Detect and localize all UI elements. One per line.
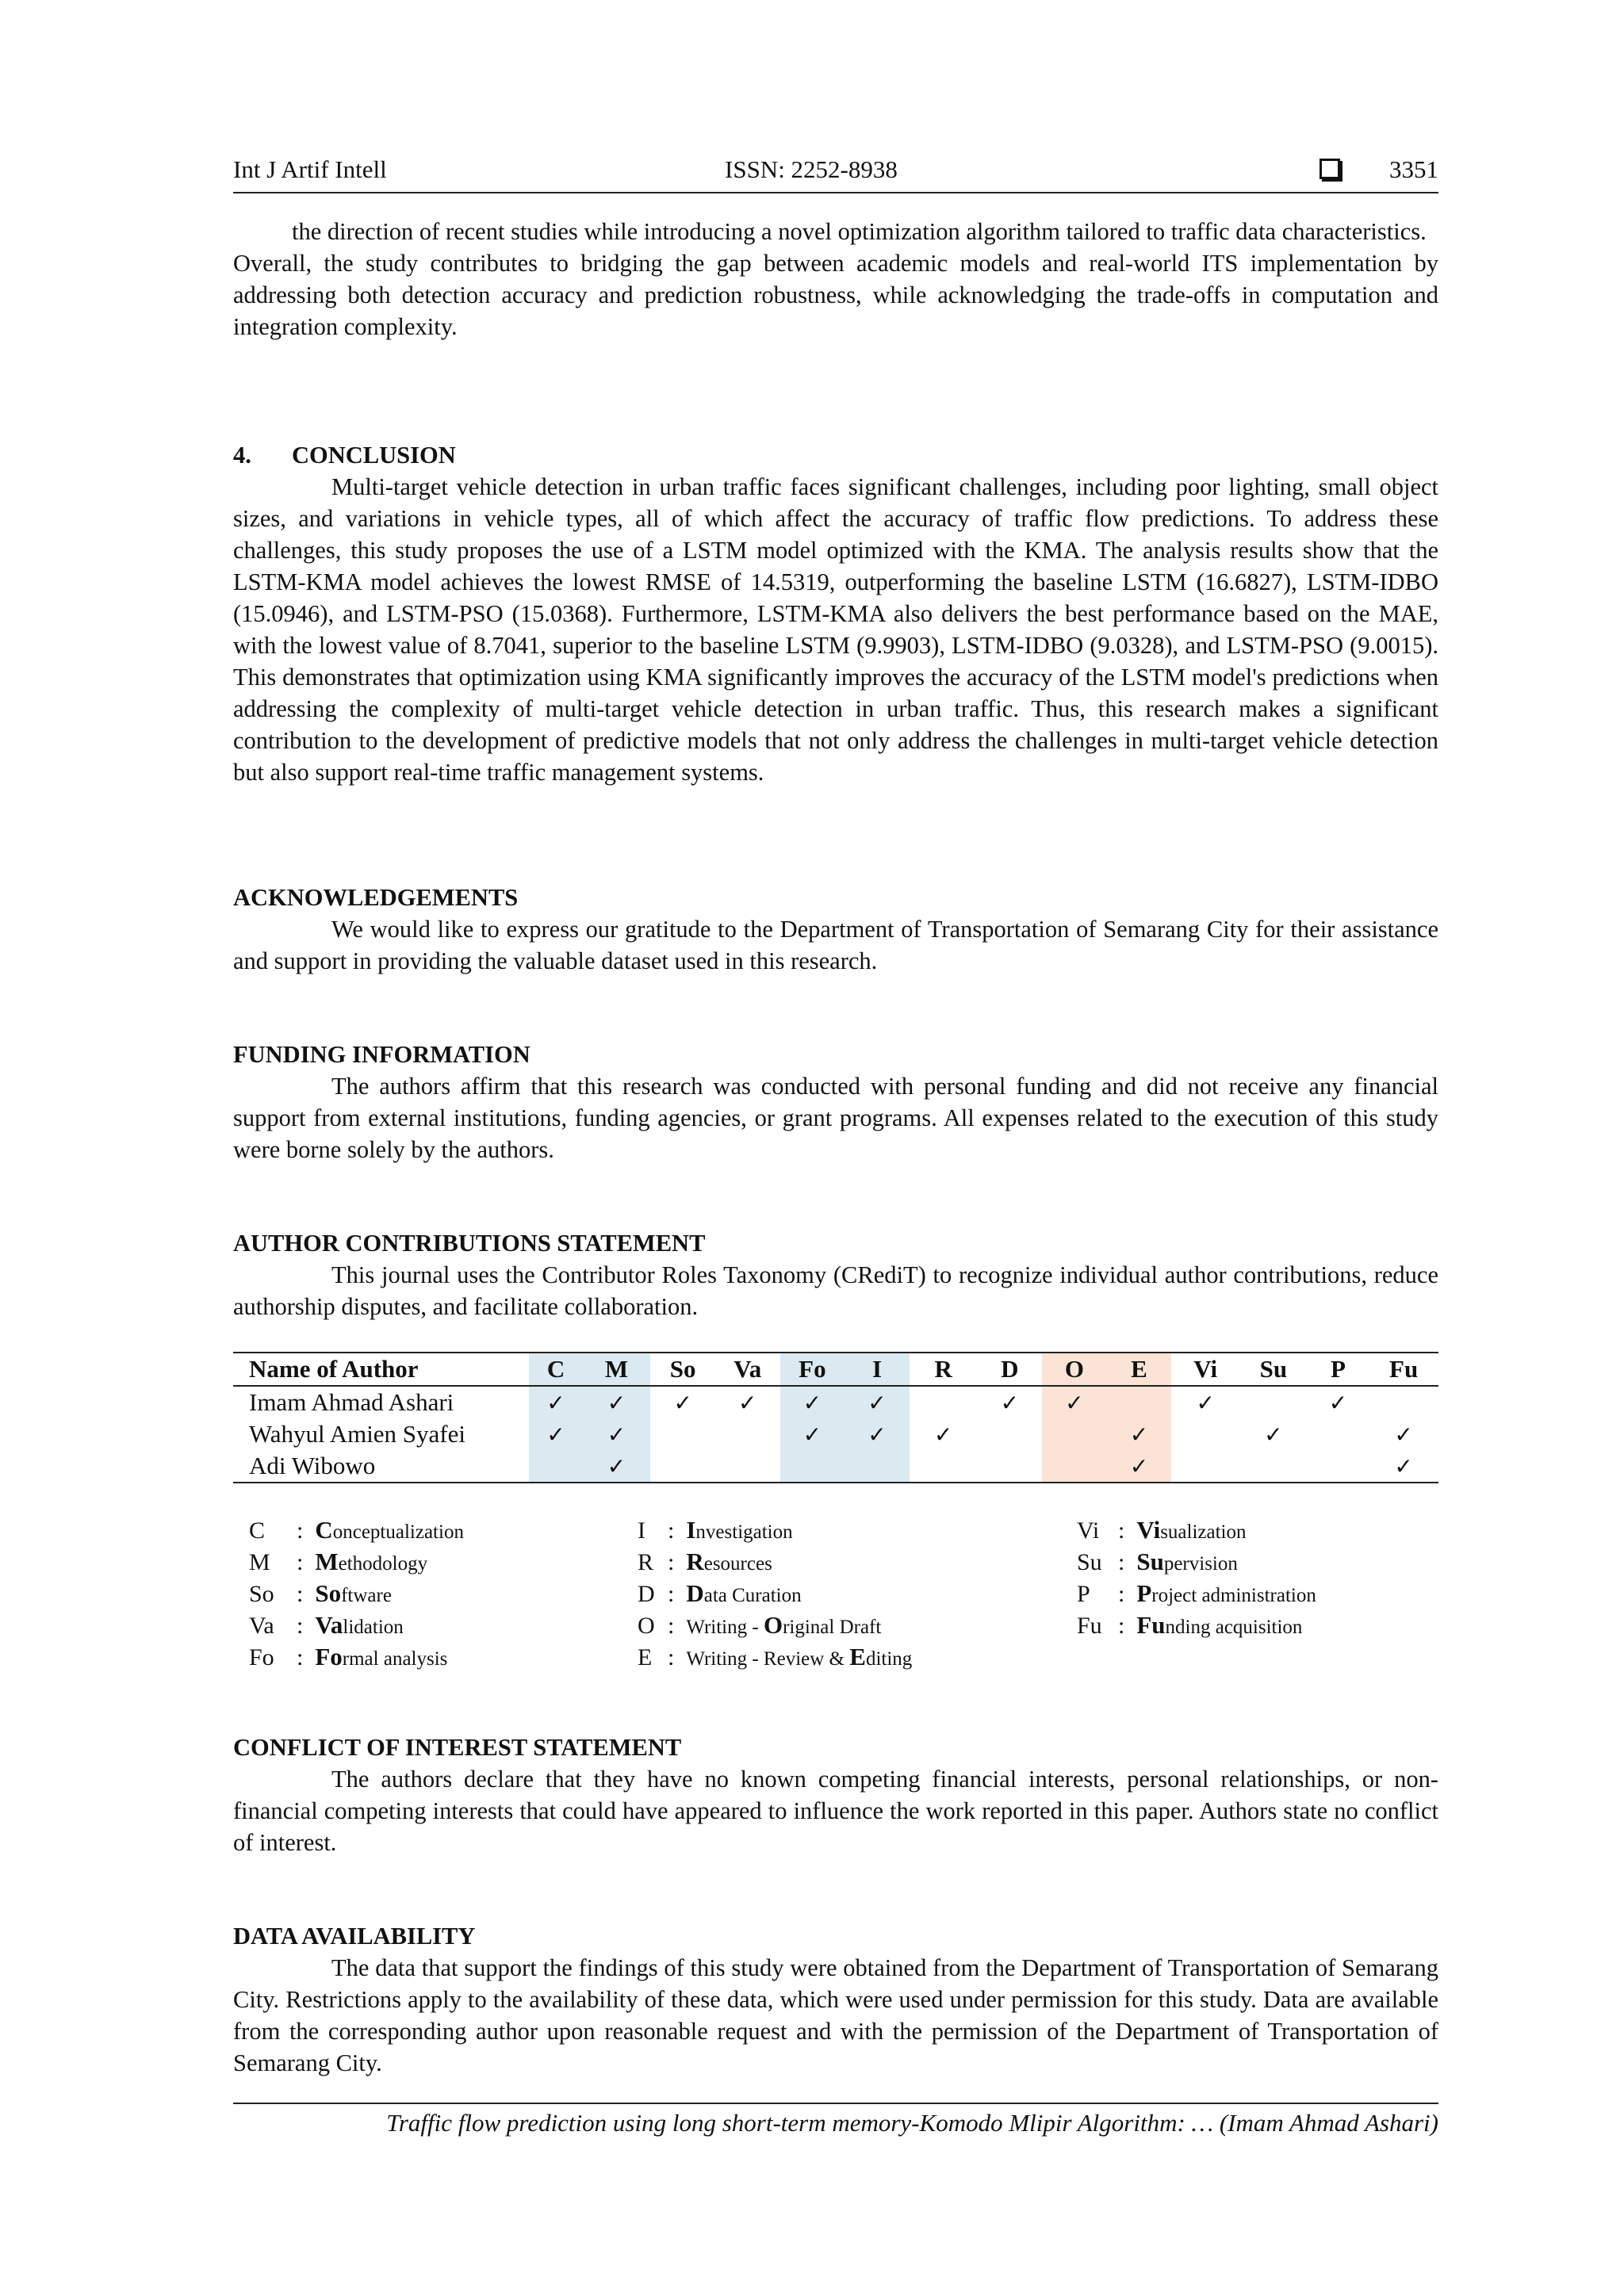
check-mark-icon: ✓ (1000, 1389, 1020, 1416)
legend-bold-letters: O (763, 1611, 783, 1639)
legend-role-rest: riginal Draft (783, 1617, 882, 1638)
data-availability-heading: DATA AVAILABILITY (233, 1923, 476, 1950)
role-column-header: Su (1239, 1353, 1308, 1386)
acknowledgements-paragraph: We would like to express our gratitude to the Department of Transportation of Semarang City for their assistance and support in providing the valuable dataset used in this research. (233, 916, 1438, 974)
legend-abbreviation: So (249, 1581, 274, 1607)
legend-item (1077, 1578, 1316, 1609)
table-row (233, 1418, 1438, 1450)
role-column-header: Va (715, 1353, 780, 1386)
check-mark-icon: ✓ (583, 1418, 651, 1450)
role-column-header: R (910, 1353, 978, 1386)
legend-prefix: Writing - Review & (686, 1648, 850, 1670)
square-bullet-icon (1320, 159, 1340, 179)
conflict-section (233, 1732, 1438, 1858)
legend-bold-letters: E (849, 1643, 866, 1670)
funding-section (233, 1039, 1438, 1165)
legend-item (638, 1546, 912, 1578)
table-cell (1171, 1450, 1239, 1483)
check-mark-icon: ✓ (1328, 1389, 1348, 1416)
check-mark-icon: ✓ (780, 1418, 845, 1450)
running-header (233, 155, 1438, 193)
legend-colon: : (668, 1517, 687, 1544)
table-cell (1369, 1386, 1438, 1418)
check-mark-icon: ✓ (845, 1386, 910, 1418)
legend-role-rest: esources (703, 1553, 772, 1575)
legend-prefix: Writing - (686, 1617, 764, 1638)
contributions-paragraph: This journal uses the Contributor Roles Taxonomy (CRediT) to recognize individual author contributions, reduce authorship disputes, and facilitate collaboration. (233, 1261, 1438, 1320)
legend-bold-letters: Fo (315, 1643, 343, 1670)
table-cell (1308, 1418, 1369, 1450)
table-row (233, 1450, 1438, 1483)
credit-table (233, 1352, 1438, 1483)
check-mark-icon: ✓ (933, 1421, 953, 1448)
table-cell (650, 1418, 715, 1450)
author-name: Wahyul Amien Syafei (249, 1420, 466, 1448)
legend-column (249, 1514, 464, 1673)
role-column-header: Vi (1171, 1353, 1239, 1386)
legend-bold-letters: I (686, 1516, 696, 1544)
legend-colon: : (1118, 1613, 1137, 1639)
legend-role-rest: nding acquisition (1165, 1617, 1303, 1638)
check-mark-icon: ✓ (845, 1418, 910, 1450)
table-cell (650, 1450, 715, 1483)
check-mark-icon: ✓ (738, 1389, 757, 1416)
legend-colon: : (297, 1517, 316, 1544)
legend-abbreviation: O (638, 1613, 655, 1639)
table-cell (910, 1450, 978, 1483)
conflict-heading: CONFLICT OF INTEREST STATEMENT (233, 1734, 682, 1761)
check-mark-icon: ✓ (1107, 1418, 1172, 1450)
section-heading (233, 439, 1438, 471)
data-availability-section (233, 1920, 1438, 2079)
legend-bold-letters: Fu (1136, 1611, 1166, 1639)
legend-item (638, 1641, 912, 1673)
legend-bold-letters: Vi (1136, 1516, 1161, 1544)
legend-abbreviation: Va (249, 1613, 274, 1639)
legend-bold-letters: M (315, 1548, 339, 1575)
check-mark-icon: ✓ (1369, 1450, 1438, 1483)
table-cell (1042, 1450, 1107, 1483)
legend-colon: : (1118, 1581, 1137, 1607)
section-title: CONCLUSION (292, 442, 456, 469)
table-header-row (233, 1353, 1438, 1386)
table-cell (529, 1450, 582, 1483)
check-mark-icon: ✓ (1196, 1389, 1215, 1416)
legend-item (638, 1609, 912, 1641)
role-column-header: P (1308, 1353, 1369, 1386)
table-cell (1308, 1450, 1369, 1483)
role-column-header: C (529, 1353, 582, 1386)
legend-colon: : (668, 1549, 687, 1575)
role-column-header: I (845, 1353, 910, 1386)
conflict-paragraph: The authors declare that they have no known competing financial interests, personal relationships, or non-financial competing interests that could have appeared to influence the work reported in this paper. Authors state no conflict of interest. (233, 1766, 1438, 1856)
funding-heading: FUNDING INFORMATION (233, 1041, 530, 1068)
legend-colon: : (297, 1613, 316, 1639)
legend-abbreviation: P (1077, 1581, 1090, 1607)
table-cell (1171, 1418, 1239, 1450)
legend-colon: : (297, 1644, 316, 1670)
legend-bold-letters: Va (315, 1611, 343, 1639)
legend-role-rest: lidation (343, 1617, 404, 1638)
legend-colon: : (668, 1581, 687, 1607)
legend-role-rest: diting (865, 1648, 913, 1670)
footer-text: Traffic flow prediction using long short-term memory-Komodo Mlipir Algorithm: … (Imam Ahmad Ashari) (386, 2109, 1438, 2137)
legend-abbreviation: C (249, 1517, 266, 1544)
legend-colon: : (1118, 1517, 1137, 1544)
table-cell (1042, 1418, 1107, 1450)
role-column-header: Fu (1369, 1353, 1438, 1386)
overall-paragraph: Overall, the study contributes to bridging the gap between academic models and real-world ITS implementation by addressing both detection accuracy and prediction robustness, while acknowledging the trade-offs in computation and integration complexity. (233, 250, 1438, 340)
check-mark-icon: ✓ (673, 1389, 692, 1416)
acknowledgements-heading: ACKNOWLEDGEMENTS (233, 884, 519, 911)
legend-item (249, 1578, 464, 1609)
author-name: Adi Wibowo (233, 1450, 529, 1483)
legend-bold-letters: C (315, 1516, 333, 1544)
table-cell (1107, 1386, 1172, 1418)
issn: ISSN: 2252-8938 (725, 155, 898, 183)
section-number: 4. (233, 442, 251, 469)
legend-bold-letters: P (1136, 1579, 1152, 1607)
legend-role-rest: ata Curation (703, 1585, 802, 1606)
legend-colon: : (1118, 1549, 1137, 1575)
legend-item (1077, 1514, 1316, 1546)
continued-list-item: the direction of recent studies while introducing a novel optimization algorithm tailored to traffic data characteristics. (292, 218, 1427, 245)
legend-column (638, 1514, 912, 1673)
table-cell (845, 1450, 910, 1483)
legend-item (249, 1514, 464, 1546)
name-of-author-header: Name of Author (233, 1353, 529, 1386)
legend-item (638, 1514, 912, 1546)
legend-role-rest: roject administration (1151, 1585, 1316, 1606)
check-mark-icon: ✓ (529, 1418, 582, 1450)
legend-abbreviation: Fu (1077, 1613, 1102, 1639)
check-mark-icon: ✓ (1042, 1386, 1107, 1418)
role-column-header: So (650, 1353, 715, 1386)
contributions-heading: AUTHOR CONTRIBUTIONS STATEMENT (233, 1230, 706, 1257)
legend-item (638, 1578, 912, 1609)
credit-table-wrapper (233, 1352, 1438, 1483)
check-mark-icon: ✓ (529, 1386, 582, 1418)
legend-abbreviation: E (638, 1644, 653, 1670)
legend-bold-letters: Su (1136, 1548, 1164, 1575)
table-cell (910, 1386, 978, 1418)
legend-item (249, 1546, 464, 1578)
legend-abbreviation: Fo (249, 1644, 274, 1670)
legend-abbreviation: D (638, 1581, 655, 1607)
acknowledgements-section (233, 882, 1438, 977)
table-cell (1239, 1386, 1308, 1418)
legend-column (1077, 1514, 1316, 1641)
check-mark-icon: ✓ (1394, 1421, 1413, 1448)
table-cell (1239, 1450, 1308, 1483)
check-mark-icon: ✓ (1107, 1450, 1172, 1483)
intro-section (233, 216, 1438, 342)
legend-abbreviation: R (638, 1549, 654, 1575)
role-column-header: Fo (780, 1353, 845, 1386)
legend-role-rest: sualization (1160, 1521, 1247, 1543)
legend-bold-letters: D (686, 1579, 704, 1607)
legend-abbreviation: M (249, 1549, 270, 1575)
legend-item (249, 1609, 464, 1641)
legend-role-rest: ftware (341, 1585, 392, 1606)
data-availability-paragraph: The data that support the findings of this study were obtained from the Department of Transportation of Semarang City. Restrictions apply to the availability of these data, which were used under permission for this study. Data are available from the corresponding author upon reasonable request and with the permission of the Department of Transportation of Semarang City. (233, 1954, 1438, 2076)
legend-bold-letters: R (686, 1548, 704, 1575)
table-cell (780, 1450, 845, 1483)
legend-colon: : (297, 1549, 316, 1575)
table-cell (978, 1450, 1043, 1483)
legend-colon: : (297, 1581, 316, 1607)
legend-bold-letters: So (315, 1579, 342, 1607)
legend-abbreviation: Vi (1077, 1517, 1100, 1544)
legend-item (1077, 1609, 1316, 1641)
legend-item (249, 1641, 464, 1673)
journal-name: Int J Artif Intell (233, 155, 387, 183)
table-cell (978, 1418, 1043, 1450)
table-cell (715, 1418, 780, 1450)
check-mark-icon: ✓ (1264, 1421, 1283, 1448)
role-column-header: M (583, 1353, 651, 1386)
legend-abbreviation: Su (1077, 1549, 1102, 1575)
table-cell (715, 1450, 780, 1483)
check-mark-icon: ✓ (583, 1386, 651, 1418)
conclusion-section (233, 439, 1438, 788)
legend-colon: : (668, 1644, 687, 1670)
legend-abbreviation: I (638, 1517, 645, 1544)
legend-role-rest: pervision (1163, 1553, 1238, 1575)
page-number: 3351 (1389, 155, 1438, 183)
role-column-header: D (978, 1353, 1043, 1386)
legend-colon: : (668, 1613, 687, 1639)
running-footer (233, 2103, 1438, 2137)
funding-paragraph: The authors affirm that this research was conducted with personal funding and did not receive any financial support from external institutions, funding agencies, or grant programs. All expenses related to the execution of this study were borne solely by the authors. (233, 1073, 1438, 1163)
conclusion-paragraph: Multi-target vehicle detection in urban traffic faces significant challenges, including poor lighting, small object sizes, and variations in vehicle types, all of which affect the accuracy of traffic flow predictions. To address these challenges, this study proposes the use of a LSTM model optimized with the KMA. The analysis results show that the LSTM-KMA model achieves the lowest RMSE of 14.5319, outperforming the baseline LSTM (16.6827), LSTM-IDBO (15.0946), and LSTM-PSO (15.0368). Furthermore, LSTM-KMA also delivers the best performance based on the MAE, with the lowest value of 8.7041, superior to the baseline LSTM (9.9903), LSTM-IDBO (9.0328), and LSTM-PSO (9.0015). This demonstrates that optimization using KMA significantly improves the accuracy of the LSTM model's predictions when addressing the complexity of multi-target vehicle detection in urban traffic. Thus, this research makes a significant contribution to the development of predictive models that not only address the challenges in multi-target vehicle detection but also support real-time traffic management systems. (233, 473, 1438, 786)
table-row (233, 1386, 1438, 1418)
contributions-section (233, 1227, 1438, 1322)
role-column-header: O (1042, 1353, 1107, 1386)
legend-role-rest: onceptualization (332, 1521, 464, 1543)
role-column-header: E (1107, 1353, 1172, 1386)
check-mark-icon: ✓ (583, 1450, 651, 1483)
author-name: Imam Ahmad Ashari (249, 1388, 454, 1416)
legend-role-rest: ethodology (338, 1553, 428, 1575)
legend-role-rest: rmal analysis (342, 1648, 448, 1670)
legend-item (1077, 1546, 1316, 1578)
legend-role-rest: nvestigation (695, 1521, 793, 1543)
check-mark-icon: ✓ (780, 1386, 845, 1418)
